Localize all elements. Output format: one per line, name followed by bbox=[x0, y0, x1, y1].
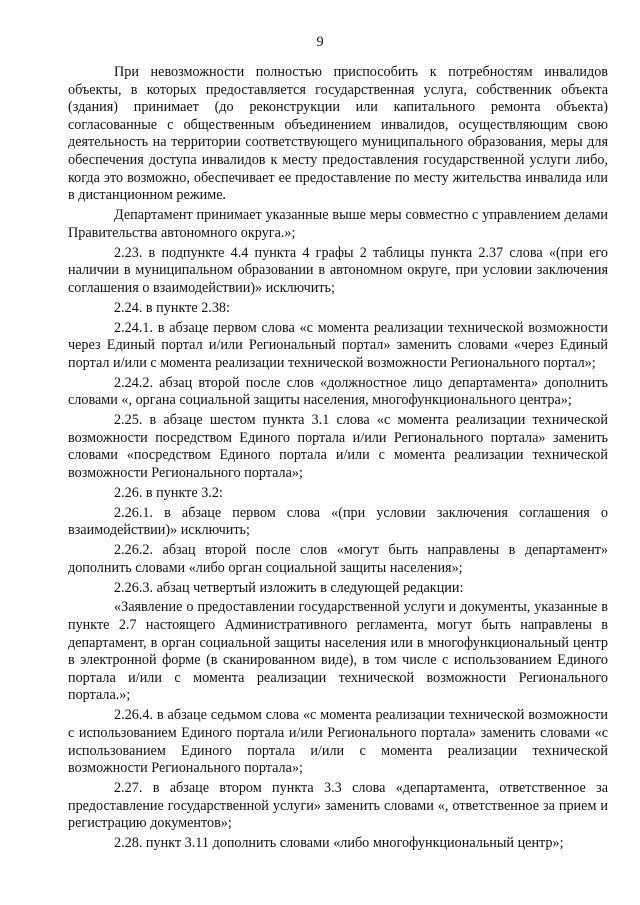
paragraph: 2.24.2. абзац второй после слов «должностное лицо департамента» дополнить словами «, органа социальной защиты населения, многофункционального центра»; bbox=[68, 374, 608, 409]
paragraph: 2.25. в абзаце шестом пункта 3.1 слова «с момента реализации технической возможности посредством Единого портала и/или Регионального портала» заменить словами «посредством Единого портала и/или с момента реализации технической возможности Регионального портала»; bbox=[68, 412, 608, 481]
paragraph: «Заявление о предоставлении государственной услуги и документы, указанные в пункте 2.7 настоящего Административного регламента, могут быть направлены в департамент, в орган социальной защиты населения или в многофункциональный центр в электронной форме (в сканированном виде), в том числе с использованием Единого портала и/или с момента реализации технической возможности Регионального портала.»; bbox=[68, 599, 608, 704]
paragraph: 2.26.1. в абзаце первом слова «(при условии заключения соглашения о взаимодействии)» исключить; bbox=[68, 504, 608, 539]
page-number: 9 bbox=[316, 34, 324, 50]
paragraph: 2.28. пункт 3.11 дополнить словами «либо многофункциональный центр»; bbox=[114, 835, 564, 852]
paragraph: 2.24.1. в абзаце первом слова «с момента реализации технической возможности через Единый портал и/или Региональный портал» заменить словами «через Единый портал и/или с момента реализации технической возможности Регионального портал»; bbox=[68, 319, 608, 371]
paragraph: При невозможности полностью приспособить к потребностям инвалидов объекты, в которых предоставляется государственная услуга, собственник объекта (здания) принимает (до реконструкции или капитального ремонта объекта) согласованные с общественным объединением инвалидов, осуществляющим свою деятельность на территории соответствующего муниципального образования, меры для обеспечения доступа инвалидов к месту предоставления государственной услуги либо, когда это возможно, обеспечивает ее предоставление по месту жительства инвалида или в дистанционном режиме. bbox=[68, 64, 608, 204]
paragraph: Департамент принимает указанные выше меры совместно с управлением делами Правительства автономного округа.»; bbox=[68, 207, 608, 241]
document-body bbox=[68, 64, 608, 855]
paragraph: 2.26. в пункте 3.2: bbox=[114, 484, 223, 501]
paragraph: 2.26.4. в абзаце седьмом слова «с момента реализации технической возможности с использованием Единого портала и/или Регионального портала» заменить словами «с использованием Единого портала и/или с момента реализации технической возможности Регионального портала»; bbox=[68, 707, 608, 777]
paragraph: 2.27. в абзаце втором пункта 3.3 слова «департамента, ответственное за предоставление государственной услуги» заменить словами «, ответственное за прием и регистрацию документов»; bbox=[68, 780, 608, 832]
paragraph: 2.23. в подпункте 4.4 пункта 4 графы 2 таблицы пункта 2.37 слова «(при его наличии в муниципальном образовании в автономном округе, при условии заключения соглашения о взаимодействии)» исключить; bbox=[68, 244, 608, 296]
paragraph: 2.26.3. абзац четвертый изложить в следующей редакции: bbox=[114, 579, 464, 596]
paragraph: 2.26.2. абзац второй после слов «могут быть направлены в департамент» дополнить словами «либо орган социальной защиты населения»; bbox=[68, 542, 608, 576]
paragraph: 2.24. в пункте 2.38: bbox=[114, 299, 230, 316]
